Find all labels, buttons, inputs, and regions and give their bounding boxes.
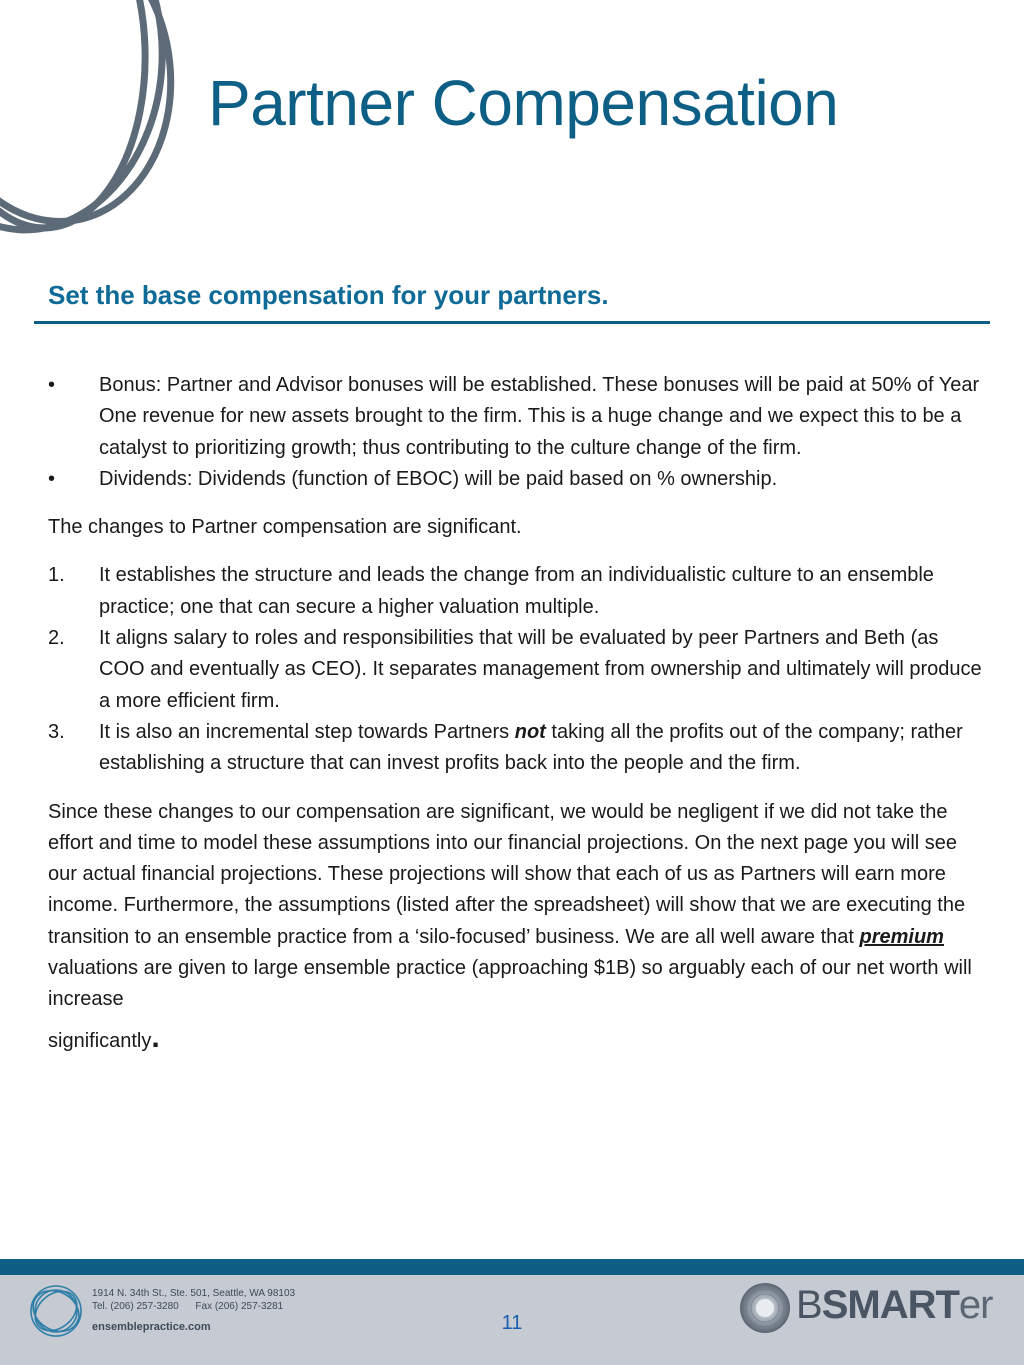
closing-text-before: Since these changes to our compensation are significant, we would be negligent if we did not take the effort and time to model these assumptions into our financial projections. On the next page you will see our actual financial projections. These projections will show that each of us as Partners will earn more income. Furthermore, the assumptions (listed after the spreadsheet) will show that we are executing the transition to an ensemble practice from a ‘silo-focused’ business. We are all well aware that <box>48 800 966 948</box>
footer <box>0 1275 1024 1365</box>
list-item <box>48 370 983 464</box>
number-marker: 3. <box>48 720 65 743</box>
list-item <box>48 464 983 495</box>
numbered-text-after: taking all the profits out of the company; rather establishing a structure that can invest profits back into the people and the firm. <box>99 720 963 775</box>
bullet-marker: • <box>48 374 56 396</box>
number-marker: 1. <box>48 564 65 587</box>
concentric-rings-icon <box>0 0 200 250</box>
footer-address <box>92 1287 295 1313</box>
title-divider <box>34 321 990 324</box>
emphasis-premium: premium <box>859 925 944 948</box>
list-item <box>48 623 983 717</box>
bullet-text: Dividends: Dividends (function of EBOC) will be paid based on % ownership. <box>99 467 778 490</box>
closing-paragraph <box>48 797 983 1016</box>
footer-website: ensemblepractice.com <box>92 1321 211 1333</box>
closing-text-after: valuations are given to large ensemble practice (approaching $1B) so arguably each of our net worth will increase <box>48 957 972 1011</box>
bullet-list <box>48 370 983 495</box>
numbered-text: It establishes the structure and leads the change from an individualistic culture to an ensemble practice; one that can secure a higher valuation multiple. <box>99 564 934 618</box>
numbered-text-before: It is also an incremental step towards Partners <box>99 720 515 743</box>
phone-fax-line: Tel. (206) 257-3280 Fax (206) 257-3281 <box>92 1301 284 1312</box>
numbered-text: It aligns salary to roles and responsibilities that will be evaluated by peer Partners and Beth (as COO and eventually as CEO). It separates management from ownership and ultimately will produce a more efficient firm. <box>99 627 982 712</box>
emphasis-not: not <box>514 720 546 743</box>
numbered-list <box>48 560 983 779</box>
address-line: 1914 N. 34th St., Ste. 501, Seattle, WA 98103 <box>92 1288 296 1299</box>
list-item <box>48 560 983 623</box>
page-subtitle: Set the base compensation for your partners. <box>48 280 609 310</box>
closing-last-word: significantly <box>48 1029 152 1052</box>
bullet-text: Bonus: Partner and Advisor bonuses will be established. These bonuses will be paid at 50% of Year One revenue for new assets brought to the firm. This is a huge change and we expect this to be a catalyst to prioritizing growth; thus contributing to the culture change of the firm. <box>99 374 980 459</box>
list-item <box>48 717 983 780</box>
bsmarter-sphere-icon <box>738 1281 792 1335</box>
bullet-marker: • <box>48 467 56 490</box>
page-number: 11 <box>501 1312 523 1334</box>
body-content <box>48 370 983 1057</box>
bsmarter-wordmark: BSMARTer <box>796 1283 993 1327</box>
intro-paragraph: The changes to Partner compensation are significant. <box>48 516 522 539</box>
number-marker: 2. <box>48 627 65 650</box>
footer-accent-bar <box>0 1259 1024 1275</box>
page-title: Partner Compensation <box>208 67 839 139</box>
closing-last-line <box>48 1020 983 1057</box>
closing-period: . <box>151 1020 160 1054</box>
